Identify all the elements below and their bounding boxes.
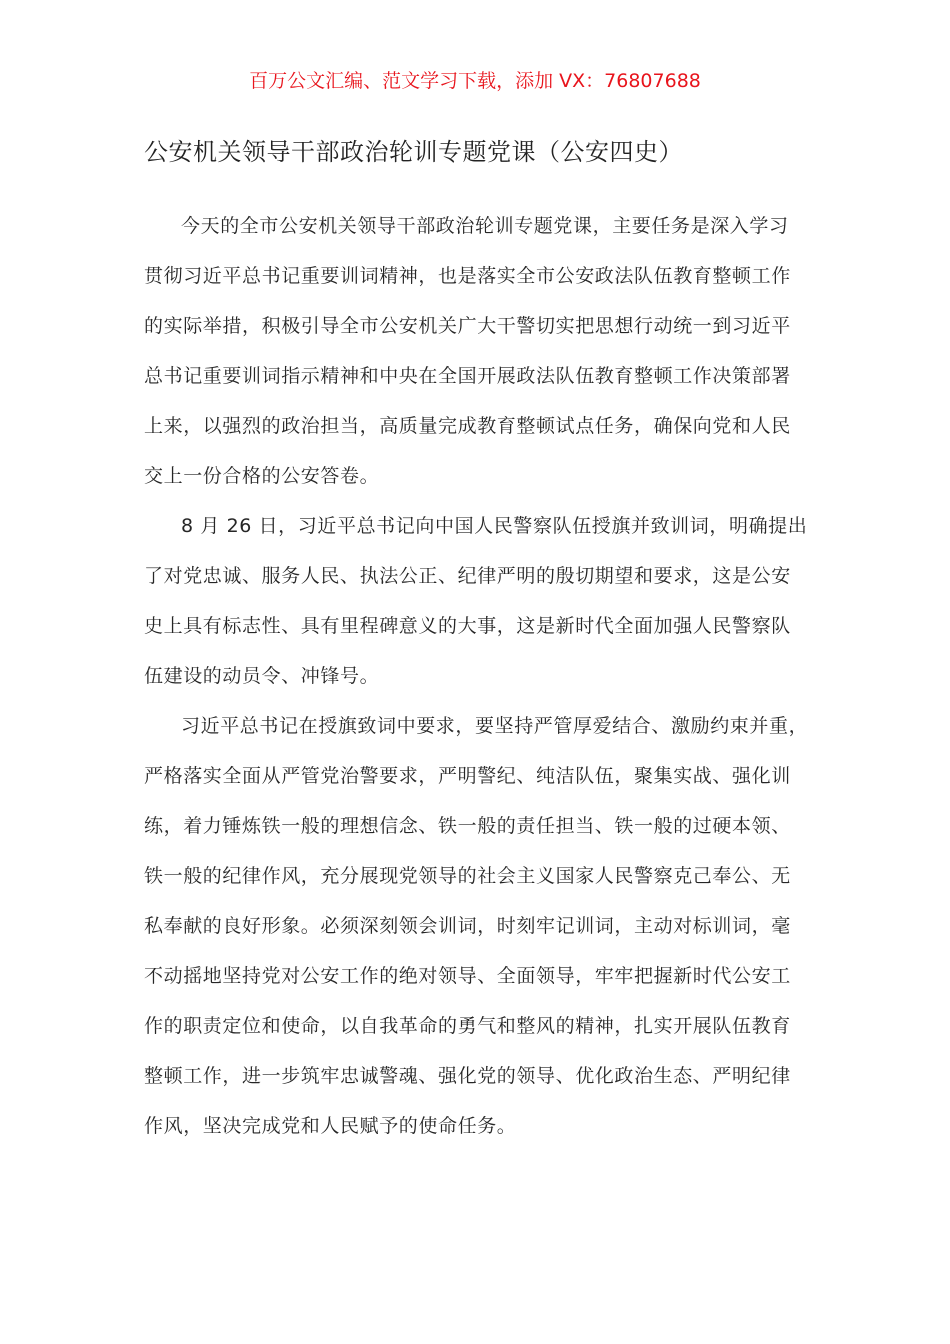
- paragraph-line: 8 月 26 日，习近平总书记向中国人民警察队伍授旗并致训词，明确提出: [181, 515, 808, 537]
- paragraph-line: 严格落实全面从严管党治警要求，严明警纪、纯洁队伍，聚集实战、强化训: [144, 765, 791, 787]
- paragraph-line: 总书记重要训词指示精神和中央在全国开展政法队伍教育整顿工作决策部署: [144, 365, 791, 387]
- paragraph-line: 了对党忠诚、服务人民、执法公正、纪律严明的殷切期望和要求，这是公安: [144, 565, 791, 587]
- document-body: [144, 201, 844, 1151]
- paragraph-line: 习近平总书记在授旗致词中要求，要坚持严管厚爱结合、激励约束并重，: [181, 715, 809, 737]
- paragraph-line: 作风，坚决完成党和人民赋予的使命任务。: [144, 1115, 517, 1137]
- paragraph-line: 今天的全市公安机关领导干部政治轮训专题党课，主要任务是深入学习: [181, 215, 789, 237]
- paragraph-line: 作的职责定位和使命，以自我革命的勇气和整风的精神，扎实开展队伍教育: [144, 1015, 791, 1037]
- paragraph-3: [144, 701, 844, 1151]
- paragraph-line: 练，着力锤炼铁一般的理想信念、铁一般的责任担当、铁一般的过硬本领、: [144, 815, 791, 837]
- paragraph-line: 伍建设的动员令、冲锋号。: [144, 665, 380, 687]
- paragraph-line: 不动摇地坚持党对公安工作的绝对领导、全面领导，牢牢把握新时代公安工: [144, 965, 791, 987]
- paragraph-line: 私奉献的良好形象。必须深刻领会训词，时刻牢记训词，主动对标训词，毫: [144, 915, 791, 937]
- paragraph-line: 的实际举措，积极引导全市公安机关广大干警切实把思想行动统一到习近平: [144, 315, 791, 337]
- paragraph-line: 交上一份合格的公安答卷。: [144, 465, 380, 487]
- paragraph-line: 史上具有标志性、具有里程碑意义的大事，这是新时代全面加强人民警察队: [144, 615, 791, 637]
- header-banner: 百万公文汇编、范文学习下载，添加 VX：76807688: [249, 70, 701, 92]
- paragraph-line: 铁一般的纪律作风，充分展现党领导的社会主义国家人民警察克己奉公、无: [144, 865, 791, 887]
- paragraph-line: 贯彻习近平总书记重要训词精神，也是落实全市公安政法队伍教育整顿工作: [144, 265, 791, 287]
- document-title: 公安机关领导干部政治轮训专题党课（公安四史）: [144, 138, 683, 166]
- paragraph-line: 上来，以强烈的政治担当，高质量完成教育整顿试点任务，确保向党和人民: [144, 415, 791, 437]
- paragraph-2: [144, 501, 844, 701]
- paragraph-line: 整顿工作，进一步筑牢忠诚警魂、强化党的领导、优化政治生态、严明纪律: [144, 1065, 791, 1087]
- paragraph-1: [144, 201, 844, 501]
